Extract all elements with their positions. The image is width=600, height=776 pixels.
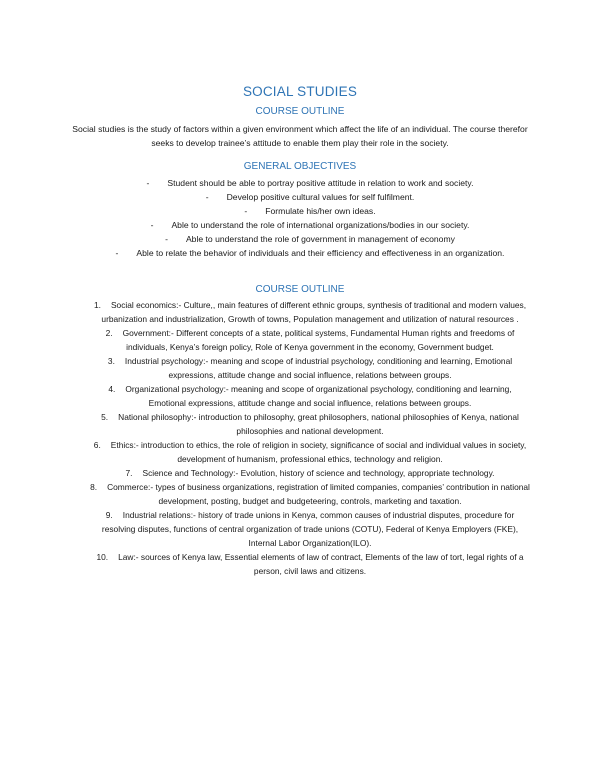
- objective-item: [100, 246, 520, 260]
- objective-item: [100, 218, 520, 232]
- outline-number: 6.: [93, 440, 101, 450]
- outline-item: [90, 508, 530, 550]
- objective-text: Able to relate the behavior of individuals and their efficiency and effectiveness in an organization.: [136, 248, 505, 258]
- outline-item: [90, 410, 530, 438]
- objective-item: [100, 232, 520, 246]
- dash-bullet: -: [205, 192, 209, 202]
- outline-text: Law:- sources of Kenya law, Essential elements of law of contract, Elements of the law of tort, legal rights of a person, civil laws and citizens.: [118, 552, 524, 576]
- outline-number: 4.: [108, 384, 116, 394]
- outline-number: 3.: [107, 356, 115, 366]
- outline-item: [90, 480, 530, 508]
- outline-number: 9.: [105, 510, 113, 520]
- outline-number: 1.: [93, 300, 101, 310]
- dash-bullet: -: [146, 178, 150, 188]
- outline-text: Industrial relations:- history of trade unions in Kenya, common causes of industrial disputes, procedure for resolving disputes, functions of central organization of trade unions (COTU), Federal of Kenya Employers (FKE), Internal Labor Organization(ILO).: [101, 510, 519, 548]
- outline-item: [90, 326, 530, 354]
- objective-item: [100, 176, 520, 190]
- outline-item: [90, 466, 530, 480]
- objective-text: Able to understand the role of international organizations/bodies in our society.: [171, 220, 470, 230]
- course-outline-list: [90, 298, 530, 578]
- dash-bullet: -: [244, 206, 248, 216]
- outline-text: Government:- Different concepts of a state, political systems, Fundamental Human rights and freedoms of individuals, Kenya’s foreign policy, Role of Kenya government in the economy, Government budget.: [122, 328, 515, 352]
- objective-text: Able to understand the role of government in management of economy: [185, 234, 455, 244]
- outline-text: Social economics:- Culture,, main features of different ethnic groups, synthesis of traditional and modern values, urbanization and industrialization, Growth of towns, Population management and utilization of natural resources .: [101, 300, 527, 324]
- outline-text: Industrial psychology:- meaning and scope of industrial psychology, conditioning and learning, Emotional expressions, attitude change and social influence, relations between groups.: [124, 356, 513, 380]
- outline-item: [90, 354, 530, 382]
- outline-number: 7.: [125, 468, 133, 478]
- outline-number: 10.: [96, 552, 109, 562]
- outline-number: 5.: [101, 412, 109, 422]
- objective-item: [100, 204, 520, 218]
- outline-number: 2.: [105, 328, 113, 338]
- outline-text: Science and Technology:- Evolution, history of science and technology, appropriate technology.: [142, 468, 495, 478]
- objectives-list: [100, 176, 520, 260]
- course-outline-heading: COURSE OUTLINE: [255, 106, 345, 117]
- document-title: SOCIAL STUDIES: [242, 84, 358, 99]
- course-outline-heading-2: COURSE OUTLINE: [255, 284, 345, 295]
- outline-item: [90, 298, 530, 326]
- objective-text: Formulate his/her own ideas.: [265, 206, 376, 216]
- objective-item: [100, 190, 520, 204]
- objective-text: Student should be able to portray positive attitude in relation to work and society.: [167, 178, 474, 188]
- intro-paragraph: Social studies is the study of factors within a given environment which affect the life of an individual. The course therefor seeks to develop trainee’s attitude to enable them play their role in the society.: [72, 124, 528, 148]
- outline-item: [90, 550, 530, 578]
- dash-bullet: -: [150, 220, 154, 230]
- dash-bullet: -: [115, 248, 119, 258]
- dash-bullet: -: [165, 234, 168, 244]
- outline-text: Commerce:- types of business organizations, registration of limited companies, companies’ contribution in national development, posting, budget and budgeteering, controls, marketing and taxation.: [107, 482, 530, 506]
- general-objectives-heading: GENERAL OBJECTIVES: [243, 161, 357, 172]
- outline-number: 8.: [90, 482, 98, 492]
- objective-text: Develop positive cultural values for self fulfilment.: [226, 192, 415, 202]
- outline-item: [90, 438, 530, 466]
- outline-text: Ethics:- introduction to ethics, the role of religion in society, significance of social and individual values in society, development of humanism, professional ethics, technology and religion.: [110, 440, 527, 464]
- outline-text: National philosophy:- introduction to philosophy, great philosophers, national philosophies of Kenya, national philosophies and national development.: [118, 412, 519, 436]
- outline-text: Organizational psychology:- meaning and scope of organizational psychology, conditioning and learning, Emotional expressions, attitude change and social influence, relations between groups.: [125, 384, 512, 408]
- outline-item: [90, 382, 530, 410]
